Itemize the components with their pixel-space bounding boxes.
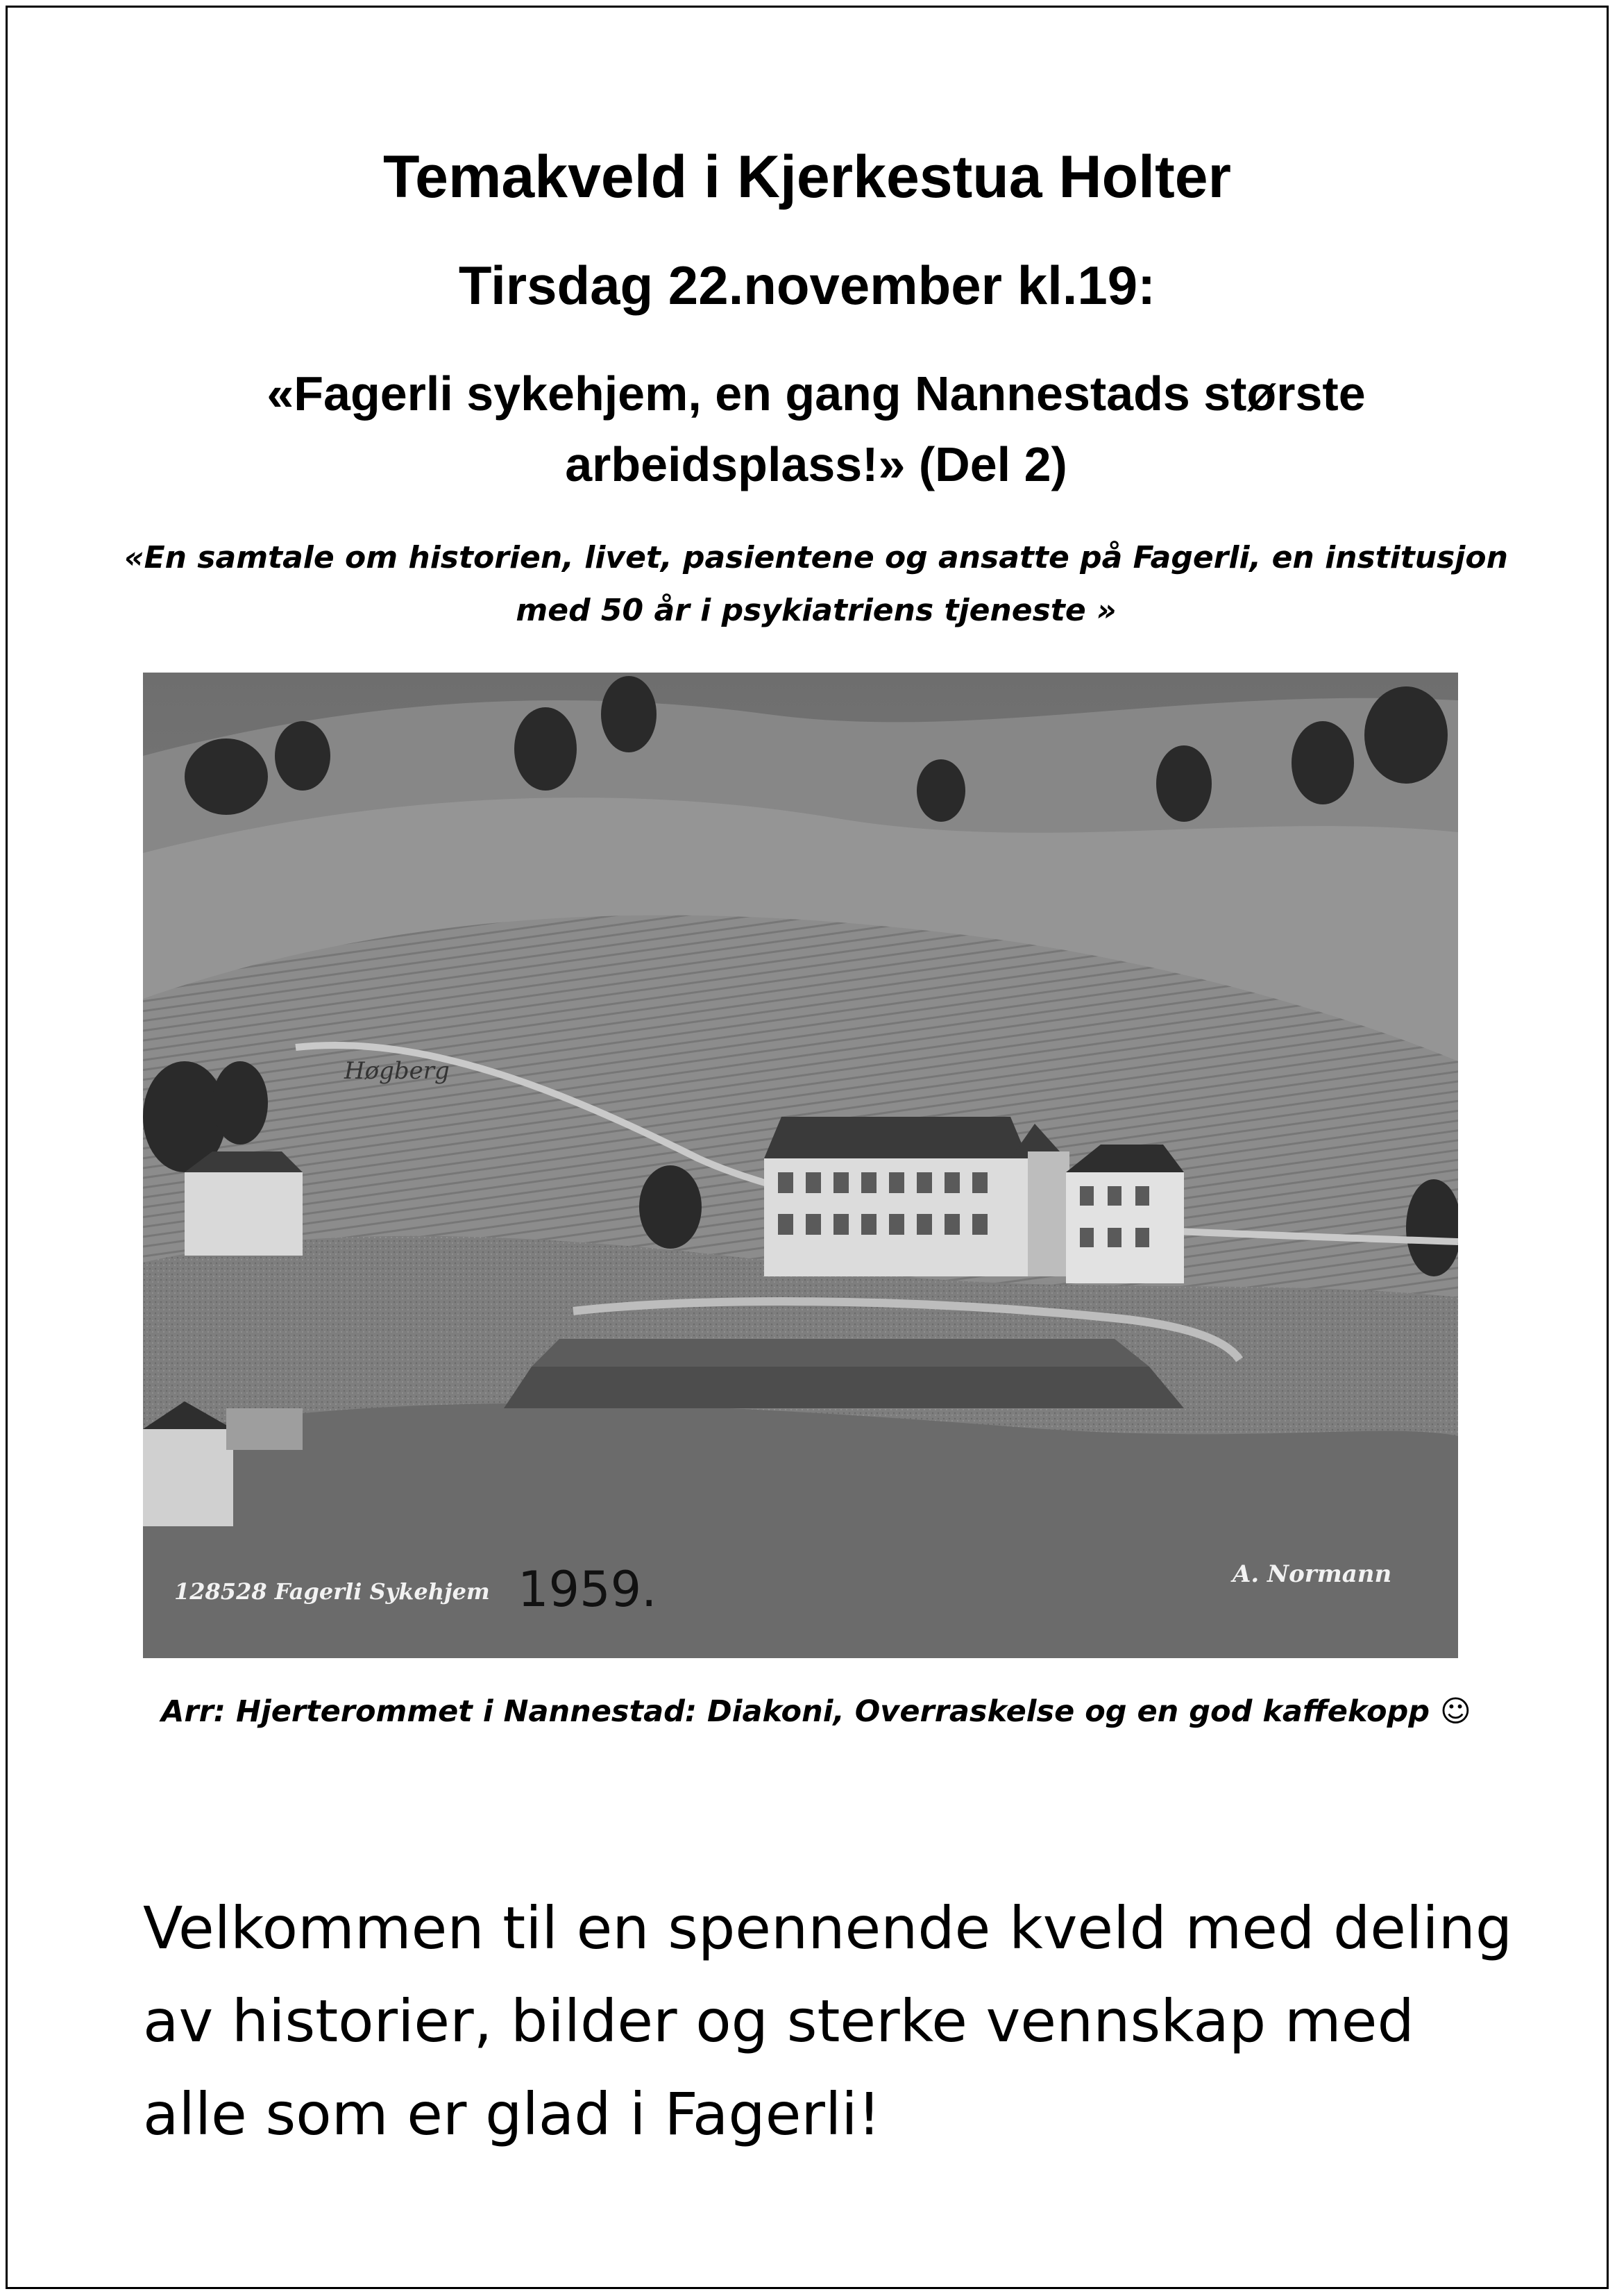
organizer-line: Arr: Hjerterommet i Nannestad: Diakoni, Overraskelse og en god kaffekopp ☺	[161, 1694, 1471, 1729]
photo-caption: 128528 Fagerli Sykehjem	[174, 1578, 490, 1605]
photo-handwritten-label: Høgberg	[344, 1057, 450, 1085]
event-topic: «Fagerli sykehjem, en gang Nannestads største arbeidsplass!» (Del 2)	[266, 366, 1366, 491]
welcome-message: Velkommen til en spennende kveld med deling av historier, bilder og sterke vennskap med alle som er glad i Fagerli!	[143, 1894, 1513, 2148]
photo-year: 1959.	[518, 1561, 657, 1618]
event-subtitle: «En samtale om historien, livet, pasientene og ansatte på Fagerli, en institusjon med 50 år i psykiatriens tjeneste »	[124, 540, 1508, 628]
page-frame	[6, 6, 1609, 2289]
historic-photo	[143, 673, 1458, 1658]
event-title: Temakveld i Kjerkestua Holter	[382, 144, 1231, 210]
photo-illustration	[143, 673, 1458, 1658]
photo-signature: A. Normann	[1233, 1560, 1392, 1588]
event-date: Tirsdag 22.november kl.19:	[458, 255, 1156, 316]
